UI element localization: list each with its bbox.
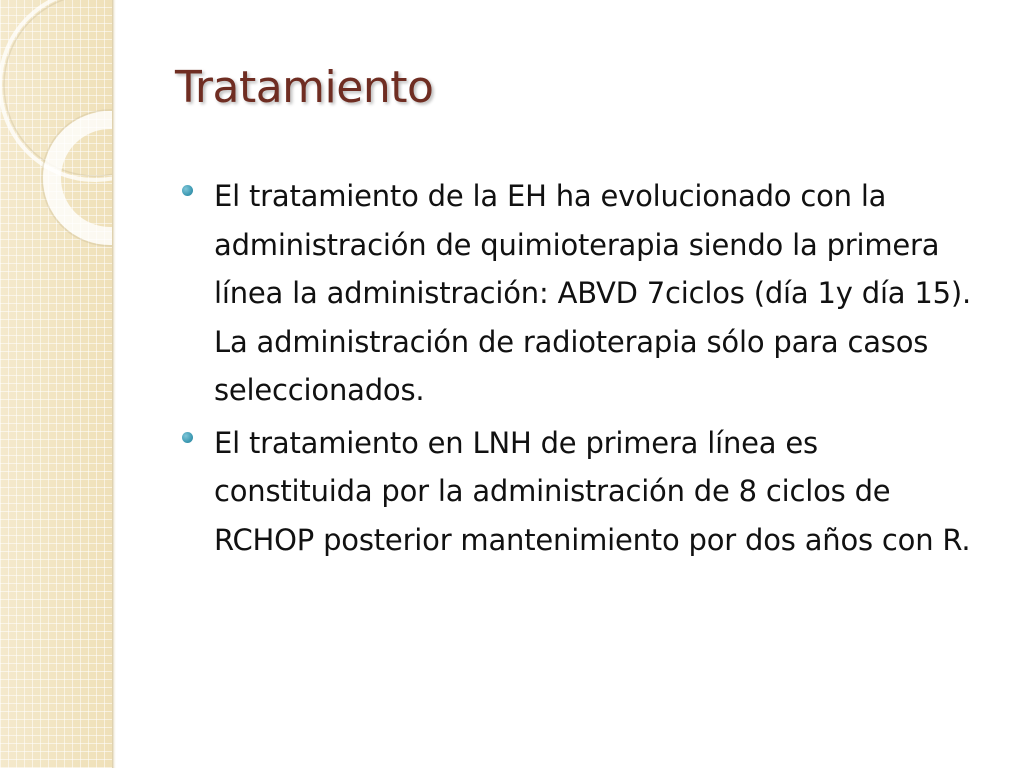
bullet-item bbox=[182, 419, 982, 565]
decorative-rings bbox=[0, 0, 112, 260]
bullet-text: El tratamiento en LNH de primera línea es constituida por la administración de 8 ciclos de RCHOP posterior mantenimiento por dos años con R. bbox=[214, 425, 971, 557]
slide-title: Tratamiento bbox=[175, 62, 434, 113]
decorative-side-panel bbox=[0, 0, 112, 768]
bullet-text: El tratamiento de la EH ha evolucionado con la administración de quimioterapia siendo la primera línea la administración: ABVD 7ciclos (día 1y día 15). La administración de radioterapia sólo para casos seleccionados. bbox=[214, 179, 972, 407]
bullet-dot-icon bbox=[182, 185, 193, 196]
bullet-dot-icon bbox=[182, 432, 193, 443]
bullet-list bbox=[182, 172, 982, 568]
side-panel-edge bbox=[112, 0, 116, 768]
bullet-item bbox=[182, 172, 982, 415]
